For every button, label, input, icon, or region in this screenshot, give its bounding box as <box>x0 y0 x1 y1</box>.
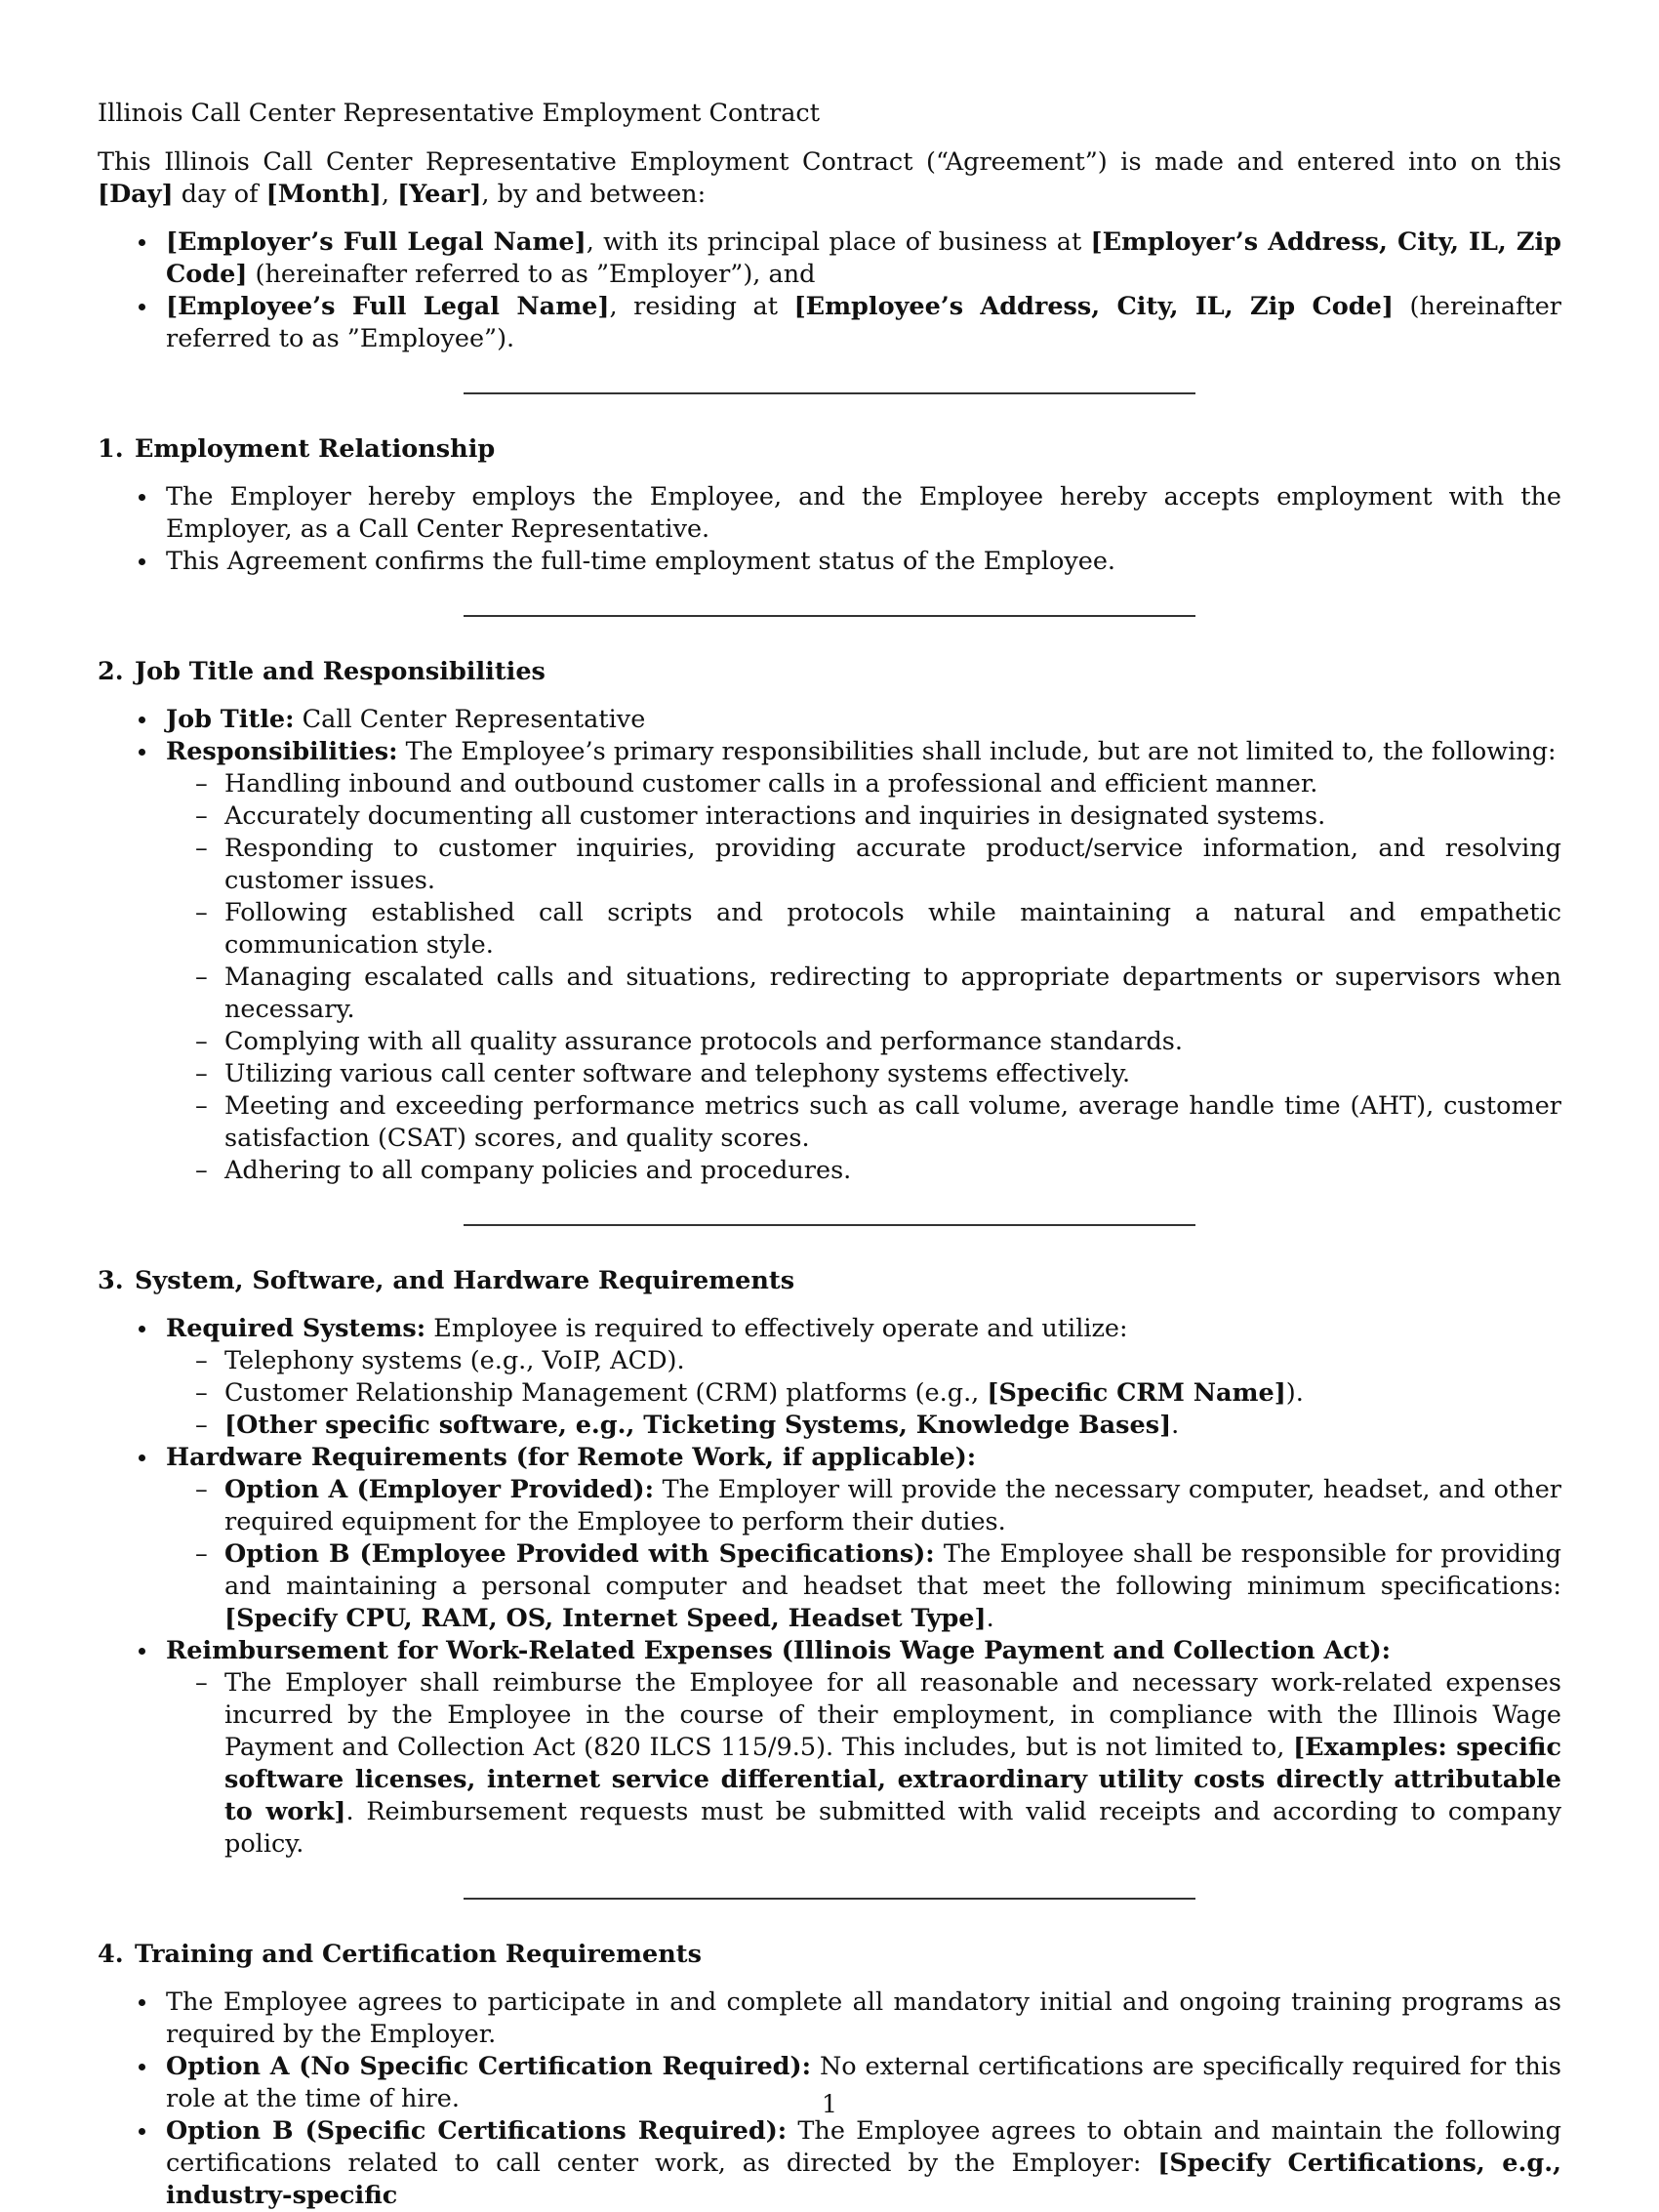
year-placeholder: [Year] <box>397 180 482 209</box>
section-3-list <box>98 1313 1561 1861</box>
dash-icon: – <box>195 1091 208 1121</box>
list-item: – Adhering to all company policies and procedures. <box>195 1156 852 1185</box>
section-2-title: 2. Job Title and Responsibilities <box>98 657 546 686</box>
reimbursement-item: Reimbursement for Work-Related Expenses (Illinois Wage Payment and Collection Act): – The Employer shall reimburse the Employee for all reasonable and necessary work-related expenses incurred by the Employee in the course of their employment, in compliance with the Illinois Wage Payment and Collection Act (820 ILCS 115/9.5). This includes, but is not limited to, [Examples: specific software licenses, internet service differential, extraordinary utility costs directly attributable to work]. Reimbursement requests must be submitted with valid receipts and according to company policy. <box>98 1635 1561 1861</box>
job-title-item: Job Title: Call Center Representative <box>98 704 1561 736</box>
section-2-list <box>98 704 1561 1187</box>
page-number: 1 <box>821 2090 838 2119</box>
hardware-options-sublist <box>166 1474 1561 1635</box>
dash-icon: – <box>195 1378 208 1408</box>
bullet-icon <box>139 2064 145 2070</box>
responsibilities-sublist <box>166 768 1561 1187</box>
required-systems-sublist <box>166 1345 1561 1442</box>
list-item: – Handling inbound and outbound customer calls in a professional and efficient manner. <box>195 769 1318 799</box>
list-item: – Telephony systems (e.g., VoIP, ACD). <box>195 1346 685 1375</box>
list-item: – Option A (Employer Provided): The Employer will provide the necessary computer, headset, and other required equipment for the Employee to perform their duties. <box>195 1475 1561 1536</box>
dash-icon: – <box>195 898 208 927</box>
list-item: Option A (No Specific Certification Required): No external certifications are specifically required for this role at the time of hire. <box>98 2051 1561 2115</box>
section-divider <box>464 392 1195 394</box>
list-item: – Meeting and exceeding performance metrics such as call volume, average handle time (AHT), customer satisfaction (CSAT) scores, and quality scores. <box>195 1091 1561 1153</box>
dash-icon: – <box>195 1475 208 1504</box>
dash-icon: – <box>195 963 208 992</box>
bullet-icon <box>139 1454 145 1461</box>
list-item: – Complying with all quality assurance protocols and performance standards. <box>195 1027 1183 1056</box>
month-placeholder: [Month] <box>265 180 382 209</box>
document-title: Illinois Call Center Representative Employment Contract <box>98 99 820 128</box>
list-item: – Option B (Employee Provided with Specifications): The Employee shall be responsible for providing and maintaining a personal computer and headset that meet the following minimum specifications: [Specify CPU, RAM, OS, Internet Speed, Headset Type]. <box>195 1539 1562 1633</box>
hardware-requirements-item: Hardware Requirements (for Remote Work, if applicable): – Option A (Employer Provided): The Employer will provide the necessary computer, headset, and other required equipment for the Employee to perform their duties. – Option B (Employee Provided with Specifications): The Employee shall be responsible for providing and maintaining a personal computer and headset that meet the following minimum specifications: [Specify CPU, RAM, OS, Internet Speed, Headset Type]. <box>98 1442 1561 1635</box>
dash-icon: – <box>195 1346 208 1375</box>
dash-icon: – <box>195 801 208 831</box>
bullet-icon <box>139 749 145 756</box>
dash-icon: – <box>195 1539 208 1569</box>
responsibilities-item: Responsibilities: The Employee’s primary responsibilities shall include, but are not limited to, the following: – Handling inbound and outbound customer calls in a professional and efficient manner. – Accurately documenting all customer interactions and inquiries in designated systems. – Responding to customer inquiries, providing accurate product/service information, and resolving customer issues. – Following established call scripts and protocols while maintaining a natural and empathetic communication style. – Managing escalated calls and situations, redirecting to appropriate departments or supervisors when necessary. – Complying with all quality assurance protocols and performance standards. – Utilizing various call center software and telephony systems effectively. – Meeting and exceeding performance metrics such as call volume, average handle time (AHT), customer satisfaction (CSAT) scores, and quality scores. – Adhering to all company policies and procedures. <box>98 736 1561 1187</box>
section-3-title: 3. System, Software, and Hardware Requirements <box>98 1266 795 1295</box>
dash-icon: – <box>195 1027 208 1056</box>
list-item: – The Employer shall reimburse the Employee for all reasonable and necessary work-related expenses incurred by the Employee in the course of their employment, in compliance with the Illinois Wage Payment and Collection Act (820 ILCS 115/9.5). This includes, but is not limited to, [Examples: specific software licenses, internet service differential, extraordinary utility costs directly attributable to work]. Reimbursement requests must be submitted with valid receipts and according to company policy. <box>195 1668 1561 1859</box>
bullet-icon <box>139 2128 145 2135</box>
intro-paragraph: This Illinois Call Center Representative Employment Contract (“Agreement”) is made and entered into on this [Day] day of [Month], [Year], by and between: <box>98 147 1561 209</box>
bullet-icon <box>139 304 145 310</box>
list-item: The Employer hereby employs the Employee, and the Employee hereby accepts employment with the Employer, as a Call Center Representative. <box>98 481 1561 546</box>
list-item: – Utilizing various call center software and telephony systems effectively. <box>195 1059 1131 1088</box>
section-1-title: 1. Employment Relationship <box>98 434 496 464</box>
list-item: The Employee agrees to participate in and complete all mandatory initial and ongoing training programs as required by the Employer. <box>98 1987 1561 2051</box>
bullet-icon <box>139 1648 145 1655</box>
list-item: – [Other specific software, e.g., Ticketing Systems, Knowledge Bases]. <box>195 1411 1180 1440</box>
list-item: This Agreement confirms the full-time employment status of the Employee. <box>98 546 1561 578</box>
bullet-icon <box>139 1999 145 2006</box>
bullet-icon <box>139 239 145 246</box>
bullet-icon <box>139 494 145 501</box>
dash-icon: – <box>195 1411 208 1440</box>
section-divider <box>464 1898 1195 1900</box>
list-item: – Following established call scripts and protocols while maintaining a natural and empathetic communication style. <box>195 898 1561 960</box>
dash-icon: – <box>195 1668 208 1698</box>
list-item: Option B (Specific Certifications Required): The Employee agrees to obtain and maintain the following certifications related to call center work, as directed by the Employer: [Specify Certifications, e.g., industry-specific <box>98 2115 1561 2212</box>
bullet-icon <box>139 558 145 565</box>
dash-icon: – <box>195 769 208 799</box>
party-employer: [Employer’s Full Legal Name], with its principal place of business at [Employer’s Address, City, IL, Zip Code] (hereinafter referred to as ”Employer”), and <box>98 226 1561 291</box>
list-item: – Managing escalated calls and situations, redirecting to appropriate departments or supervisors when necessary. <box>195 963 1561 1024</box>
section-divider <box>464 615 1195 617</box>
list-item: – Responding to customer inquiries, providing accurate product/service information, and resolving customer issues. <box>195 834 1561 895</box>
list-item: – Accurately documenting all customer interactions and inquiries in designated systems. <box>195 801 1326 831</box>
reimbursement-sublist <box>166 1667 1561 1861</box>
dash-icon: – <box>195 1156 208 1185</box>
dash-icon: – <box>195 1059 208 1088</box>
section-divider <box>464 1224 1195 1226</box>
document-page <box>98 98 1561 2212</box>
required-systems-item: Required Systems: Employee is required to effectively operate and utilize: – Telephony systems (e.g., VoIP, ACD). – Customer Relationship Management (CRM) platforms (e.g., [Specific CRM Name]). – [Other specific software, e.g., Ticketing Systems, Knowledge Bases]. <box>98 1313 1561 1442</box>
section-4-title: 4. Training and Certification Requirements <box>98 1940 702 1969</box>
section-1-list <box>98 481 1561 578</box>
bullet-icon <box>139 717 145 723</box>
dash-icon: – <box>195 834 208 863</box>
day-placeholder: [Day] <box>98 180 174 209</box>
bullet-icon <box>139 1326 145 1332</box>
parties-list <box>98 226 1561 355</box>
party-employee: [Employee’s Full Legal Name], residing at [Employee’s Address, City, IL, Zip Code] (hereinafter referred to as ”Employee”). <box>98 291 1561 355</box>
list-item: – Customer Relationship Management (CRM) platforms (e.g., [Specific CRM Name]). <box>195 1378 1304 1408</box>
